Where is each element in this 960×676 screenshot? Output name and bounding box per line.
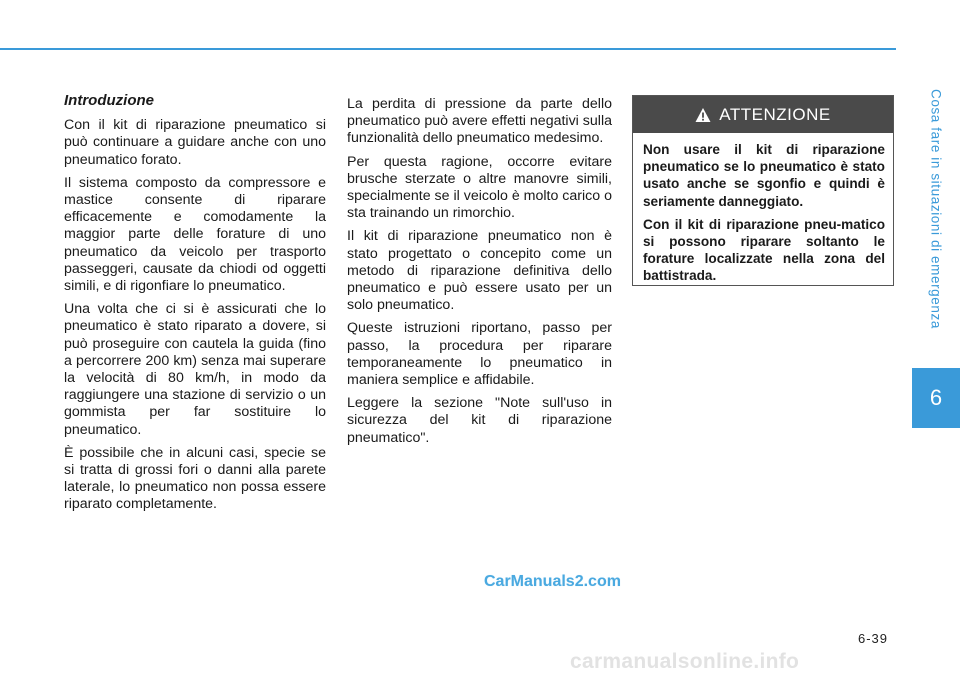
paragraph: Per questa ragione, occorre evitare brusche sterzate o altre manovre simili, specialmente se il veicolo è molto carico o sta trainando un rimorchio. bbox=[347, 153, 612, 222]
warning-header bbox=[633, 96, 893, 133]
warning-body bbox=[633, 133, 893, 285]
paragraph: Una volta che ci si è assicurati che lo pneumatico è stato riparato a dovere, si può proseguire con cautela la guida (fino a percorrere 200 km) senza mai superare la velocità di 80 km/h, in modo da raggiungere una stazione di servizio o un gommista per far sostituire lo pneumatico. bbox=[64, 301, 326, 438]
left-column bbox=[64, 92, 326, 520]
middle-column bbox=[347, 96, 612, 453]
warning-paragraph: Con il kit di riparazione pneu-matico si possono riparare soltanto le forature localizzate nella zona del battistrada. bbox=[643, 216, 885, 284]
paragraph: Queste istruzioni riportano, passo per passo, la procedura per riparare temporaneamente lo pneumatico in maniera semplice e affidabile. bbox=[347, 320, 612, 389]
chapter-title: Cosa fare in situazioni di emergenza bbox=[928, 89, 944, 329]
chapter-number: 6 bbox=[929, 385, 943, 410]
page-number: 6-39 bbox=[858, 631, 889, 646]
paragraph: Il kit di riparazione pneumatico non è stato progettato o concepito come un metodo di riparazione definitiva dello pneumatico e può essere usato per un solo pneumatico. bbox=[347, 228, 612, 314]
paragraph: Con il kit di riparazione pneumatico si può continuare a guidare anche con uno pneumatico forato. bbox=[64, 117, 326, 168]
chapter-sidebar bbox=[912, 50, 960, 368]
warning-paragraph: Non usare il kit di riparazione pneumatico se lo pneumatico è stato usato anche se sgonfio e quindi è seriamente danneggiato. bbox=[643, 142, 885, 209]
warning-title: ATTENZIONE bbox=[719, 104, 831, 124]
header-rule bbox=[0, 48, 896, 50]
paragraph: La perdita di pressione da parte dello pneumatico può avere effetti negativi sulla funzionalità dello pneumatico medesimo. bbox=[347, 96, 612, 147]
watermark: CarManuals2.com bbox=[484, 573, 621, 590]
paragraph: È possibile che in alcuni casi, specie se si tratta di grossi fori o danni alla parete laterale, lo pneumatico non possa essere riparato completamente. bbox=[64, 444, 326, 513]
footer-watermark: carmanualsonline.info bbox=[570, 650, 800, 673]
warning-box bbox=[632, 95, 894, 286]
paragraph: Il sistema composto da compressore e mastice consente di riparare efficacemente e comodamente la maggior parte delle forature di uno pneumatico da veicolo per trasporto passeggeri, causate da chiodi od oggetti simili, e di rigonfiare lo pneumatico. bbox=[64, 174, 326, 295]
warning-triangle-icon bbox=[695, 107, 711, 123]
chapter-tab bbox=[912, 368, 960, 428]
paragraph: Leggere la sezione "Note sull'uso in sicurezza del kit di riparazione pneumatico". bbox=[347, 395, 612, 446]
section-title: Introduzione bbox=[64, 92, 154, 109]
